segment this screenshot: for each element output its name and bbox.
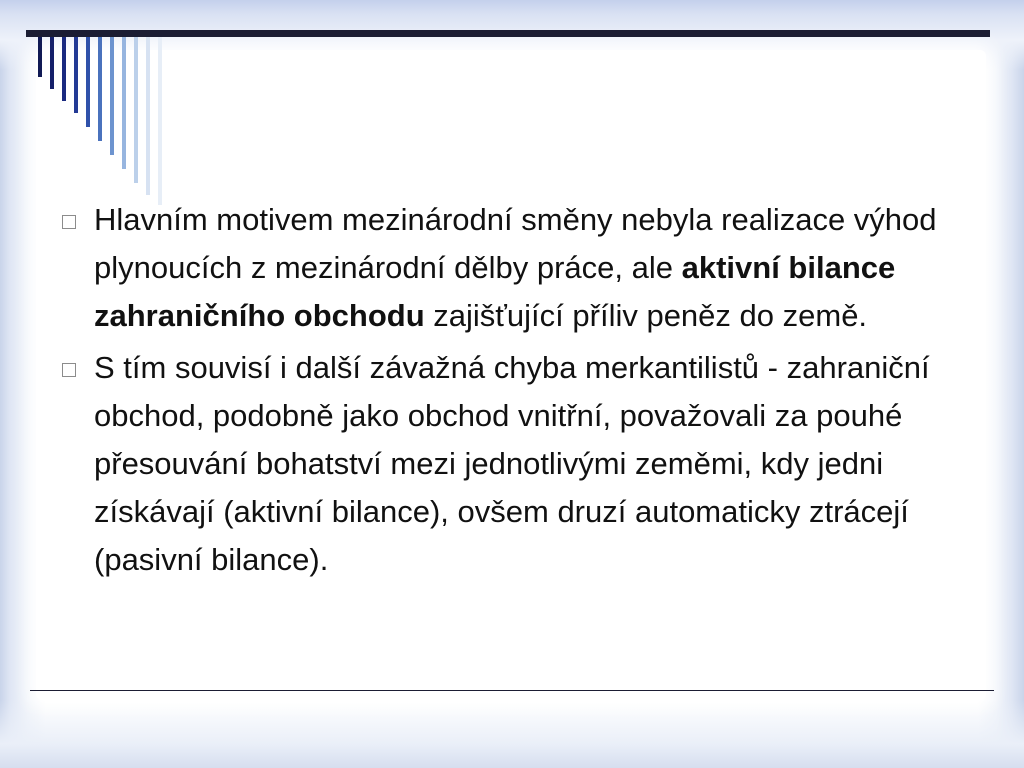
bullet-text-bold: aktivní bilance zahraničního obchodu — [94, 250, 896, 333]
stripe — [62, 37, 66, 101]
bullet-text: S tím souvisí i další závažná chyba merkantilistů - zahraniční obchod, podobně jako obchod vnitřní, považovali za pouhé přesouvání bohatství mezi jednotlivými zeměmi, kdy jedni získávají (aktivní bilance), ovšem druzí automaticky ztrácejí (pasivní bilance). — [94, 350, 930, 577]
slide-body — [62, 196, 962, 584]
stripe — [38, 37, 42, 77]
bullet-item — [62, 344, 962, 584]
bullet-text: Hlavním motivem mezinárodní směny nebyla realizace výhod plynoucích z mezinárodní dělby práce, ale — [94, 202, 937, 285]
stripe — [134, 37, 138, 183]
stripe — [74, 37, 78, 113]
stripe — [98, 37, 102, 141]
hollow-square-icon — [62, 215, 76, 229]
bullet-text: zajišťující příliv peněz do země. — [424, 298, 868, 333]
bottom-rule — [30, 690, 994, 691]
stripe — [86, 37, 90, 127]
stripe — [110, 37, 114, 155]
slide-frame-bottom — [0, 700, 1024, 768]
stripe — [50, 37, 54, 89]
hollow-square-icon — [62, 363, 76, 377]
bullet-item — [62, 196, 962, 340]
stripe — [146, 37, 150, 195]
top-rule — [26, 30, 990, 37]
stripe — [158, 37, 162, 205]
decorative-stripes — [30, 37, 170, 207]
stripe — [122, 37, 126, 169]
